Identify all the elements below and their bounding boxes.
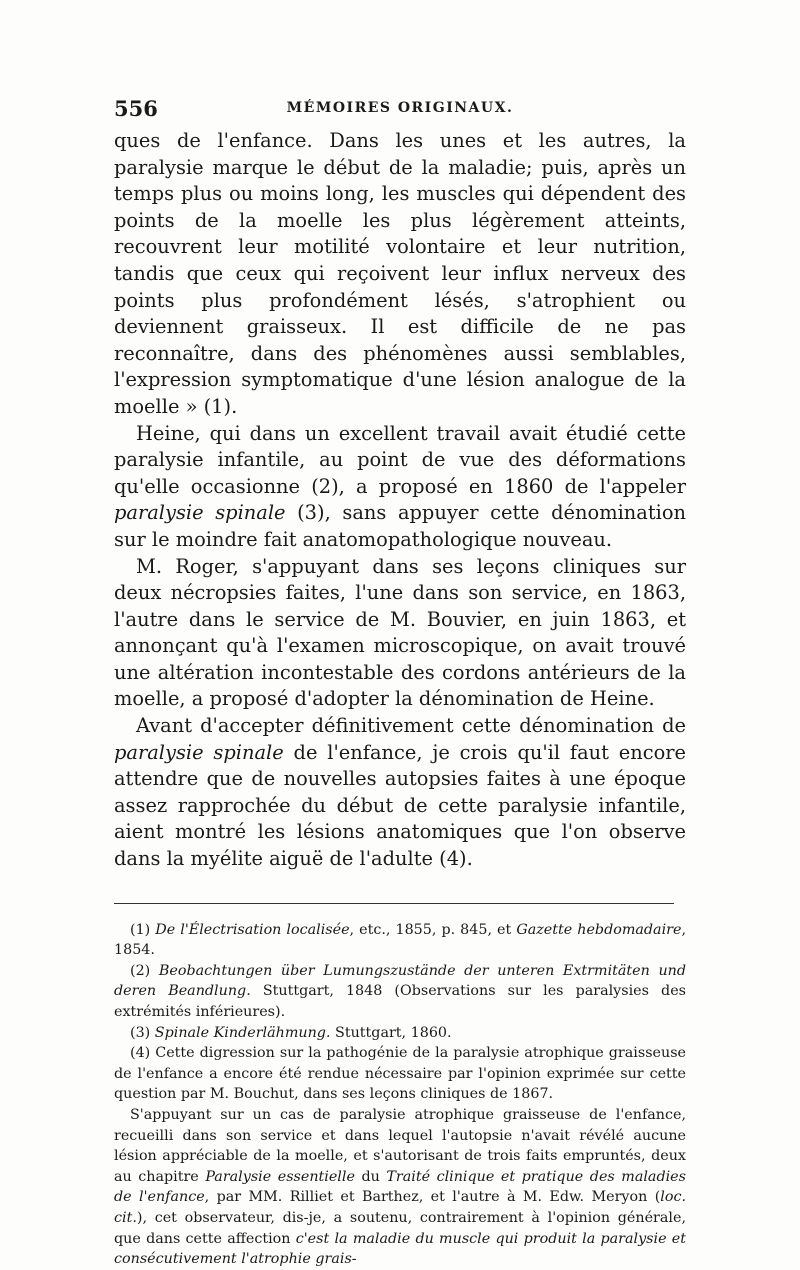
- page: [114, 96, 686, 1270]
- footnote-4-cont-text-d: ), cet observateur, dis-je, a soutenu, contrairement à l'opinion générale, que dans cette affection: [114, 1209, 686, 1247]
- footnote-4-cont-italic-4: c'est la maladie du muscle qui produit la paralysie et consécutivement l'atrophie grais-: [114, 1230, 687, 1268]
- footnote-2-number: (2): [130, 962, 159, 979]
- paragraph-2-italic: paralysie spinale: [114, 501, 286, 525]
- footnote-1-italic-1: De l'Électrisation localisée: [155, 921, 350, 938]
- footnote-1: [114, 920, 686, 961]
- paragraph-4-text-a: Avant d'accepter définitivement cette dénomination de: [136, 714, 686, 738]
- page-number: 556: [114, 96, 158, 121]
- page-header: [114, 96, 686, 124]
- paragraph-2-text-a: Heine, qui dans un excellent travail avait étudié cette paralysie infantile, au point de vue des déformations qu'elle occasionne (2), a proposé en 1860 de l'appeler: [114, 421, 686, 498]
- footnote-4-cont-italic-2: Traité clinique et pratique des maladies de l'enfance: [114, 1168, 686, 1206]
- footnote-4-continued: [114, 1105, 686, 1270]
- footnote-4-text: (4) Cette digression sur la pathogénie de la paralysie atrophique graisseuse de l'enfance a encore été rendue nécessaire par l'opinion exprimée sur cette question par M. Bouchut, dans ses leçons cliniques de 1867.: [114, 1045, 686, 1103]
- footnote-2: [114, 961, 686, 1023]
- paragraph-2: [114, 421, 686, 554]
- footnote-4: [114, 1043, 686, 1105]
- footnote-1-text-b: , etc., 1855, p. 845, et: [349, 921, 517, 938]
- footnote-1-number: (1): [130, 921, 156, 938]
- paragraph-2-text-b: (3), sans appuyer cette dénomination sur le moindre fait anatomopathologique nouveau.: [114, 501, 686, 551]
- footnote-4-cont-text-b: du: [354, 1168, 387, 1185]
- paragraph-4-text-b: de l'enfance, je crois qu'il faut encore attendre que de nouvelles autopsies faites à une époque assez rapprochée du début de cette paralysie infantile, aient montré les lésions anatomiques que l'on observe dans la myélite aiguë de l'adulte (4).: [114, 740, 687, 871]
- footnote-4-cont-italic-3: loc. cit.: [114, 1189, 687, 1226]
- footnotes: [114, 920, 686, 1270]
- footnote-3: [114, 1023, 686, 1044]
- footnote-4-cont-text-a: S'appuyant sur un cas de paralysie atrophique graisseuse de l'enfance, recueilli dans son service et dans lequel l'autopsie n'avait révélé aucune lésion appréciable de la moelle, et s'autorisant de trois faits empruntés, deux au chapitre: [114, 1106, 686, 1185]
- paragraph-4-italic: paralysie spinale: [114, 740, 284, 764]
- paragraph-3-text: M. Roger, s'appuyant dans ses leçons cliniques sur deux nécropsies faites, l'une dans son service, en 1863, l'autre dans le service de M. Bouvier, en juin 1863, et annonçant qu'à l'examen microscopique, on avait trouvé une altération incontestable des cordons antérieurs de la moelle, a proposé d'adopter la dénomination de Heine.: [114, 554, 686, 711]
- footnote-3-text-b: Stuttgart, 1860.: [330, 1024, 452, 1041]
- footnote-3-number: (3): [130, 1024, 155, 1041]
- paragraph-3: [114, 554, 686, 714]
- footnote-divider: [114, 903, 674, 904]
- footnote-2-text-b: Stuttgart, 1848 (Observations sur les paralysies des extrémités inférieures).: [114, 983, 687, 1020]
- running-head: MÉMOIRES ORIGINAUX.: [286, 100, 514, 116]
- footnote-1-text-c: , 1854.: [114, 921, 686, 959]
- footnote-4-cont-text-c: , par MM. Rilliet et Barthez, et l'autre à M. Edw. Meryon (: [204, 1189, 661, 1206]
- footnote-1-italic-2: Gazette hebdomadaire: [516, 921, 682, 938]
- paragraph-4: [114, 713, 686, 873]
- footnote-4-cont-italic-1: Paralysie essentielle: [205, 1168, 355, 1185]
- footnote-3-italic: Spinale Kinderlähmung.: [154, 1024, 331, 1041]
- paragraph-1: [114, 128, 686, 421]
- body-text: [114, 128, 686, 873]
- paragraph-1-text: ques de l'enfance. Dans les unes et les autres, la paralysie marque le début de la maladie; puis, après un temps plus ou moins long, les muscles qui dépendent des points de la moelle les plus légèrement atteints, recouvrent leur motilité volontaire et leur nutrition, tandis que ceux qui reçoivent leur influx nerveux des points plus profondément lésés, s'atrophient ou deviennent graisseux. Il est difficile de ne pas reconnaître, dans des phénomènes aussi semblables, l'expression symptomatique d'une lésion analogue de la moelle » (1).: [114, 129, 686, 418]
- footnote-2-italic: Beobachtungen über Lumungszustände der unteren Extrmitäten und deren Beandlung.: [114, 962, 687, 1000]
